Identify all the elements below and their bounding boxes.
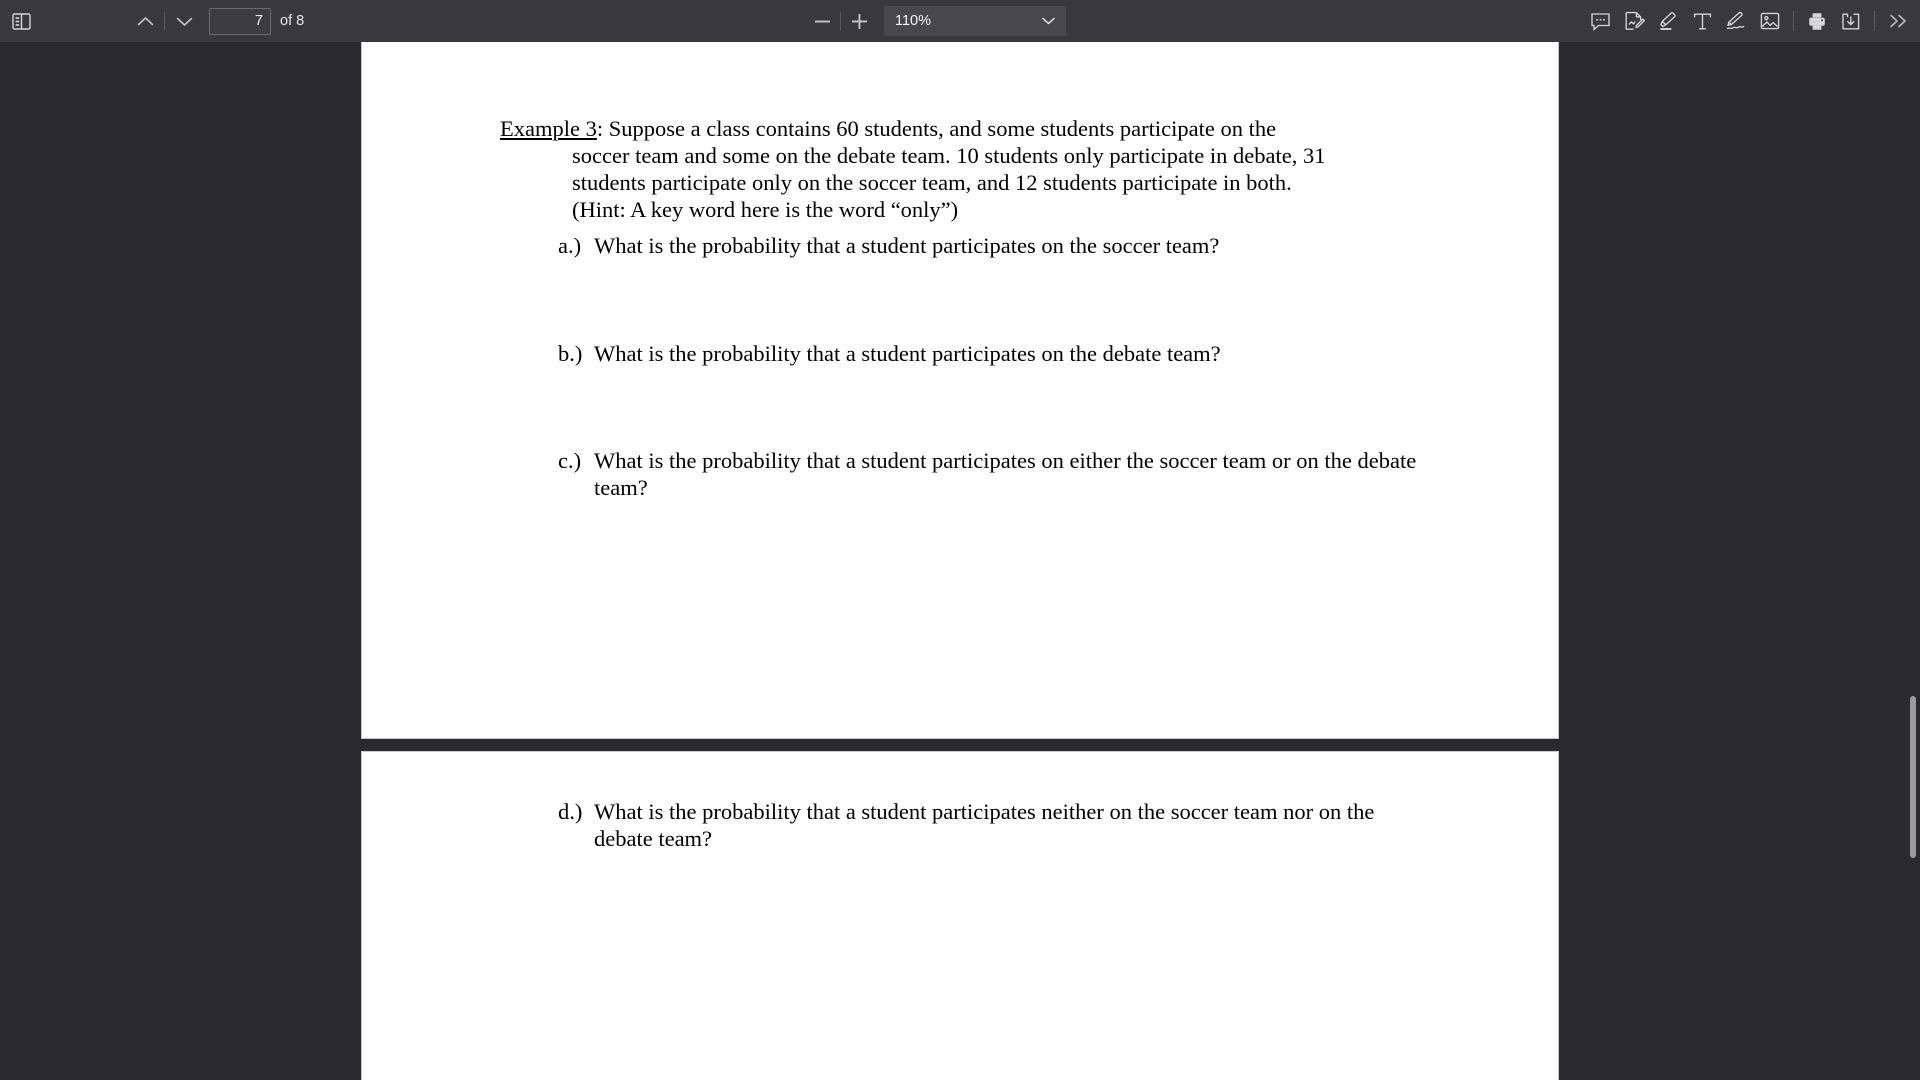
comment-icon[interactable] (1584, 6, 1616, 36)
pdf-toolbar (0, 0, 1920, 42)
chevron-up-icon[interactable] (128, 6, 162, 36)
save-download-icon[interactable] (1835, 6, 1867, 36)
zoom-level-value: 110% (895, 13, 932, 29)
plus-icon[interactable] (843, 6, 875, 36)
example-line-2: soccer team and some on the debate team. 10 students only participate in debate, 31 (572, 143, 1326, 168)
example-line-3: students participate only on the soccer team, and 12 students participate in both. (572, 170, 1292, 195)
question-item-a (558, 232, 1438, 259)
page-number-input[interactable] (209, 8, 271, 35)
chevron-down-icon[interactable] (167, 6, 201, 36)
toolbar-divider (840, 12, 841, 30)
vertical-scrollbar[interactable] (1906, 42, 1920, 1080)
minus-icon[interactable] (806, 6, 838, 36)
text-icon[interactable] (1686, 6, 1718, 36)
example-label: Example 3 (500, 116, 597, 141)
example-line-4: (Hint: A key word here is the word “only”) (572, 197, 959, 222)
question-text-b: What is the probability that a student participates on the debate team? (594, 341, 1221, 366)
page-navigation-group (128, 6, 304, 36)
edit-document-icon[interactable] (1618, 6, 1650, 36)
question-item-b (558, 340, 1438, 367)
question-item-d (558, 798, 1438, 852)
toolbar-divider (164, 12, 165, 30)
annotation-tools-group (1584, 0, 1914, 42)
signature-icon[interactable] (1720, 6, 1752, 36)
more-tools-icon[interactable] (1882, 6, 1914, 36)
pdf-viewer[interactable] (0, 42, 1920, 1080)
toolbar-divider (1793, 11, 1794, 31)
question-text-d: What is the probability that a student participates neither on the soccer team nor on the debate team? (594, 799, 1375, 851)
toolbar-divider (1874, 11, 1875, 31)
chevron-down-icon (1042, 6, 1055, 36)
example-paragraph (500, 115, 1400, 223)
image-icon[interactable] (1754, 6, 1786, 36)
scrollbar-thumb[interactable] (1910, 696, 1916, 858)
question-item-c (558, 447, 1438, 501)
question-text-c: What is the probability that a student participates on either the soccer team or on the debate team? (594, 448, 1417, 500)
sidebar-panel-icon[interactable] (6, 6, 36, 36)
pdf-page-7 (362, 42, 1558, 738)
example-line-1: : Suppose a class contains 60 students, and some students participate on the (596, 116, 1277, 141)
zoom-level-select[interactable] (884, 6, 1066, 36)
highlighter-icon[interactable] (1652, 6, 1684, 36)
zoom-controls (806, 0, 1066, 42)
question-label-a: a.) (558, 233, 582, 258)
question-label-c: c.) (558, 448, 582, 473)
question-label-b: b.) (558, 341, 583, 366)
pdf-page-8 (362, 752, 1558, 1080)
question-label-d: d.) (558, 799, 583, 824)
page-count-label: of 8 (280, 13, 305, 29)
question-text-a: What is the probability that a student participates on the soccer team? (594, 233, 1220, 258)
print-icon[interactable] (1801, 6, 1833, 36)
